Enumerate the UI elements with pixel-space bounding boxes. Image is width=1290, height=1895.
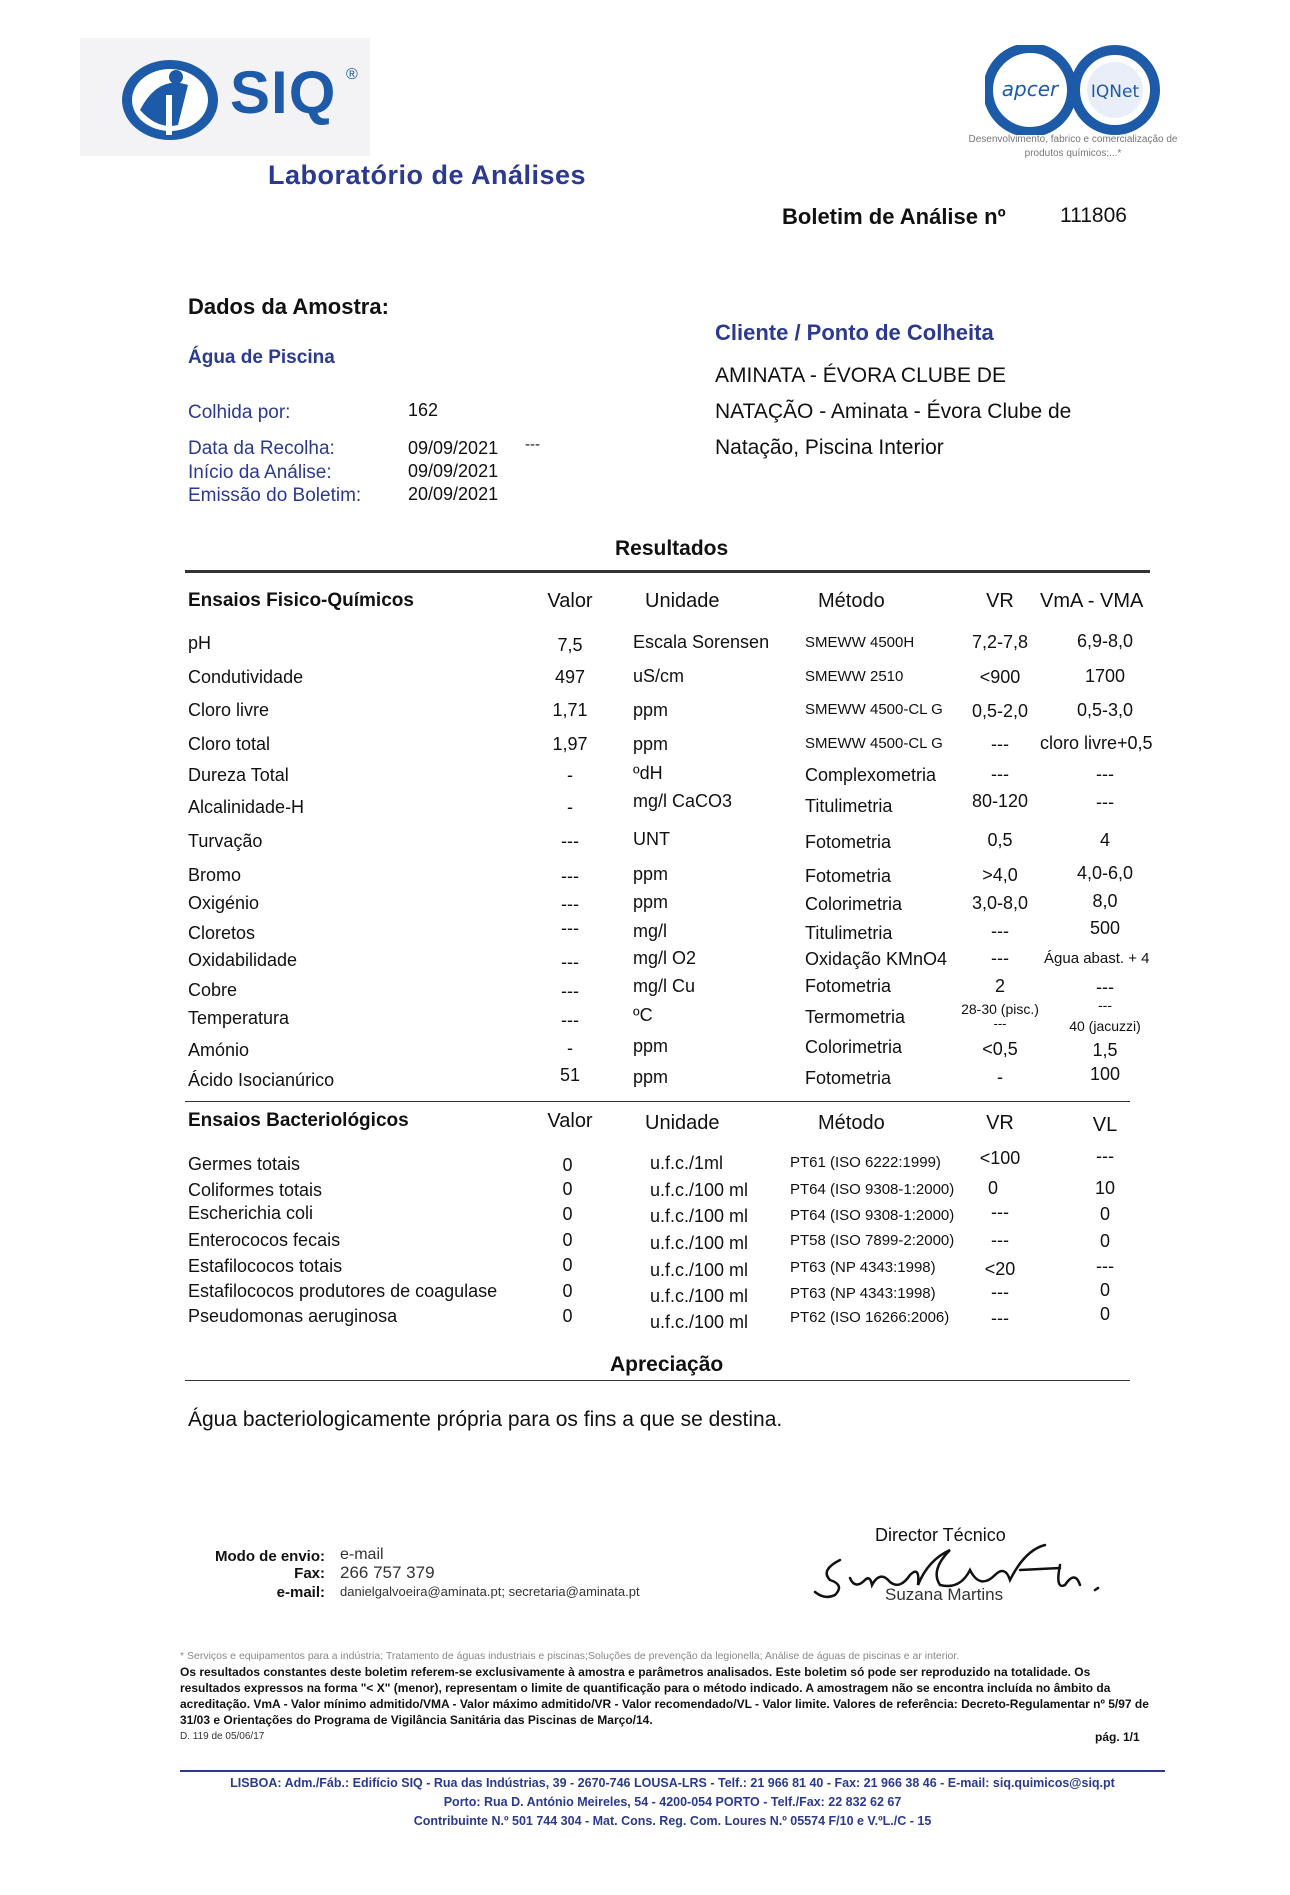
logo-text: SIQ	[230, 59, 337, 126]
fisico-header-valor: Valor	[547, 590, 593, 612]
table-cell-unidade: ppm	[633, 892, 669, 912]
send-mode-label: Modo de envio:	[215, 1548, 325, 1565]
table-cell-metodo: PT62 (ISO 16266:2006)	[790, 1309, 950, 1326]
table-cell-valor: 0	[562, 1281, 573, 1301]
fax-label: Fax:	[294, 1565, 325, 1582]
table-cell-name: Ácido Isocianúrico	[188, 1070, 335, 1090]
table-cell-vma: cloro livre+0,5	[1040, 733, 1153, 753]
table-cell-unidade: ppm	[633, 1067, 669, 1087]
table-cell-valor: 51	[559, 1065, 581, 1085]
table-cell-valor: 0	[562, 1230, 573, 1250]
table-cell-vma: 8,0	[1092, 891, 1118, 911]
address-lisboa: LISBOA: Adm./Fáb.: Edifício SIQ - Rua das Indústrias, 39 - 2670-746 LOUSA-LRS - Telf.: 21 966 81 40 - Fax: 21 966 38 46 - E-mail: siq.quimicos@siq.pt	[230, 1776, 1115, 1790]
table-cell-vr: -	[997, 1067, 1003, 1087]
table-cell-name: Cobre	[188, 980, 238, 1000]
colhida-label: Colhida por:	[188, 402, 291, 423]
notes-block	[180, 1648, 1150, 1728]
table-cell-vr: ---	[991, 764, 1009, 784]
table-cell-vr: <20	[984, 1259, 1016, 1279]
svg-text:apcer: apcer	[1001, 77, 1059, 101]
table-cell-valor: ---	[561, 894, 579, 914]
table-cell-unidade: ºC	[633, 1005, 653, 1025]
table-cell-metodo: PT64 (ISO 9308-1:2000)	[790, 1181, 955, 1198]
table-cell-valor: -	[567, 1038, 573, 1058]
table-cell-valor: ---	[561, 981, 579, 1001]
table-cell-vl: 10	[1094, 1178, 1116, 1198]
table-cell-unidade: u.f.c./100 ml	[650, 1260, 749, 1280]
table-cell-vr: 2	[994, 976, 1005, 996]
inicio-analise-value: 09/09/2021	[408, 461, 499, 481]
table-cell-vr: 28-30 (pisc.)	[961, 1001, 1039, 1017]
table-cell-unidade: u.f.c./100 ml	[650, 1180, 749, 1200]
table-cell-name: Dureza Total	[188, 765, 289, 785]
table-cell-name: Escherichia coli	[188, 1203, 314, 1223]
table-cell-metodo: Oxidação KMnO4	[805, 949, 948, 969]
address-porto: Porto: Rua D. António Meireles, 54 - 4200-054 PORTO - Telf./Fax: 22 832 62 67	[443, 1795, 902, 1809]
table-cell-valor: ---	[561, 918, 579, 938]
table-cell-name: Cloro total	[188, 734, 271, 754]
siq-logo-icon	[118, 55, 223, 145]
table-cell-unidade: ppm	[633, 734, 669, 754]
table-cell-name: Turvação	[188, 831, 263, 851]
certification-caption: Desenvolvimento, fabrico e comercialização de produtos químicos;...*	[968, 134, 1178, 159]
table-cell-name: Estafilococos totais	[188, 1256, 343, 1276]
table-cell-name: Amónio	[188, 1040, 250, 1060]
appreciation-title: Apreciação	[610, 1353, 724, 1376]
client-heading: Cliente / Ponto de Colheita	[715, 320, 994, 345]
table-cell-vma: 6,9-8,0	[1076, 631, 1134, 651]
table-cell-vma: ---	[1096, 977, 1114, 997]
results-rule	[185, 570, 1150, 573]
fisico-header-unidade: Unidade	[645, 590, 720, 612]
table-cell-unidade: mg/l O2	[633, 948, 697, 968]
table-cell-unidade: ºdH	[633, 763, 663, 783]
table-cell-valor: 0	[562, 1179, 573, 1199]
table-cell-vma: ---	[1096, 792, 1114, 812]
table-cell-valor: 0	[562, 1204, 573, 1224]
table-cell-name: Cloro livre	[188, 700, 270, 720]
table-cell-vr: 0	[988, 1178, 999, 1198]
table-cell-metodo: PT64 (ISO 9308-1:2000)	[790, 1207, 955, 1224]
boletim-number: 111806	[1060, 204, 1127, 227]
table-cell-metodo: Titulimetria	[805, 923, 893, 943]
emissao-value: 20/09/2021	[408, 484, 499, 504]
table-cell-name: Pseudomonas aeruginosa	[188, 1306, 398, 1326]
table-cell-valor: 0	[562, 1255, 573, 1275]
table-cell-vma: 100	[1089, 1064, 1121, 1084]
client-line: NATAÇÃO - Aminata - Évora Clube de	[715, 400, 1072, 423]
table-cell-valor: -	[567, 797, 573, 817]
table-cell-vma: Água abast. + 4	[1044, 950, 1150, 967]
table-cell-vma: 0,5-3,0	[1076, 700, 1134, 720]
emissao-label: Emissão do Boletim:	[188, 485, 362, 506]
table-cell-unidade: mg/l Cu	[633, 976, 696, 996]
table-cell-vr: <900	[979, 667, 1021, 687]
table-cell-vma: 4,0-6,0	[1076, 863, 1134, 883]
table-cell-metodo: Fotometria	[805, 976, 892, 996]
table-cell-vr: <100	[979, 1148, 1021, 1168]
table-cell-vma: 40 (jacuzzi)	[1069, 1018, 1141, 1034]
table-cell-vr: >4,0	[982, 865, 1018, 885]
table-cell-name: pH	[188, 633, 212, 653]
table-cell-vma: 500	[1089, 918, 1121, 938]
table-cell-unidade: u.f.c./1ml	[650, 1153, 724, 1173]
table-cell-metodo: Termometria	[805, 1007, 906, 1027]
table-cell-metodo: Fotometria	[805, 832, 892, 852]
table-cell-name: Cloretos	[188, 923, 256, 943]
appreciation-text: Água bacteriologicamente própria para os fins a que se destina.	[188, 1408, 783, 1431]
logo-registered: ®	[346, 66, 358, 83]
disclaimer-text: Os resultados constantes deste boletim referem-se exclusivamente à amostra e parâmetros analisados. Este boletim só pode ser reproduzido na totalidade. Os resultados expressos na forma "< X" (menor), representam o limite de quantificação para o método indicado. A amostragem não se encontra incluída no âmbito da acreditação. VmA - Valor mínimo admitido/VMA - Valor máximo admitido/VR - Valor recomendado/VL - Valor limite. Valores de referência: Decreto-Regulamentar nº 5/97 de 31/03 e Orientações do Programa de Vigilância Sanitária das Piscinas de Março/14.	[180, 1665, 1149, 1727]
table-cell-unidade: mg/l	[633, 921, 668, 941]
table-cell-metodo: Fotometria	[805, 866, 892, 886]
table-cell-unidade: u.f.c./100 ml	[650, 1206, 749, 1226]
table-cell-unidade: u.f.c./100 ml	[650, 1233, 749, 1253]
table-cell-name: Oxigénio	[188, 893, 260, 913]
results-title: Resultados	[615, 537, 729, 560]
table-cell-metodo: PT63 (NP 4343:1998)	[790, 1259, 936, 1276]
svg-text:IQNet: IQNet	[1090, 82, 1140, 102]
table-cell-unidade: ppm	[633, 1036, 669, 1056]
data-recolha-extra: ---	[525, 436, 540, 453]
table-cell-valor: -	[567, 765, 573, 785]
bacterio-header-vl: VL	[1092, 1114, 1118, 1136]
bacterio-header-name: Ensaios Bacteriológicos	[188, 1110, 409, 1131]
table-cell-valor: ---	[561, 952, 579, 972]
table-cell-metodo: SMEWW 4500-CL G	[805, 701, 943, 718]
table-cell-name: Alcalinidade-H	[188, 797, 305, 817]
table-cell-metodo: SMEWW 4500-CL G	[805, 735, 943, 752]
table-cell-name: Bromo	[188, 865, 242, 885]
table-cell-vr: ---	[991, 948, 1009, 968]
table-cell-name: Temperatura	[188, 1008, 290, 1028]
table-cell-valor: 7,5	[557, 635, 583, 655]
inicio-analise-label: Início da Análise:	[188, 462, 332, 483]
table-cell-metodo: SMEWW 2510	[805, 668, 904, 685]
table-cell-vr: <0,5	[982, 1039, 1018, 1059]
boletim-label: Boletim de Análise nº	[782, 204, 1006, 229]
fisico-header-vr: VR	[986, 590, 1014, 612]
table-cell-vma: ---	[1098, 997, 1112, 1013]
table-cell-valor: ---	[561, 831, 579, 851]
table-cell-unidade: uS/cm	[633, 666, 685, 686]
table-cell-name: Condutividade	[188, 667, 304, 687]
table-cell-name: Estafilococos produtores de coagulase	[188, 1281, 498, 1301]
table-cell-metodo: PT63 (NP 4343:1998)	[790, 1285, 936, 1302]
table-cell-name: Coliformes totais	[188, 1180, 323, 1200]
table-cell-vr: ---	[991, 1282, 1009, 1302]
table-cell-vr: ---	[991, 734, 1009, 754]
client-line: AMINATA - ÉVORA CLUBE DE	[715, 364, 1006, 387]
table-cell-vl: 0	[1099, 1280, 1110, 1300]
table-cell-vr: ---	[991, 1230, 1009, 1250]
table-cell-vr: ---	[991, 1308, 1009, 1328]
table-cell-vr: 0,5-2,0	[971, 701, 1029, 721]
table-cell-valor: 497	[554, 667, 586, 687]
table-cell-vr: 7,2-7,8	[971, 632, 1029, 652]
bacterio-header-vr: VR	[986, 1112, 1014, 1134]
table-cell-vr: ---	[991, 921, 1009, 941]
data-recolha-label: Data da Recolha:	[188, 438, 335, 459]
table-cell-valor: 1,97	[552, 734, 588, 754]
table-cell-metodo: SMEWW 4500H	[805, 634, 915, 651]
lab-title: Laboratório de Análises	[268, 160, 587, 190]
table-cell-metodo: Colorimetria	[805, 894, 903, 914]
table-cell-valor: 1,71	[552, 700, 588, 720]
table-cell-vl: ---	[1096, 1256, 1114, 1276]
email-label: e-mail:	[276, 1584, 325, 1601]
table-cell-unidade: Escala Sorensen	[633, 632, 770, 652]
table-cell-name: Oxidabilidade	[188, 950, 298, 970]
footer-rule	[180, 1770, 1165, 1772]
bacterio-header-valor: Valor	[547, 1110, 593, 1132]
table-cell-vr: 0,5	[987, 830, 1013, 850]
data-recolha-value: 09/09/2021	[408, 438, 499, 458]
sample-data-heading: Dados da Amostra:	[188, 294, 389, 319]
table-cell-vr: ---	[993, 1016, 1007, 1031]
table-cell-metodo: Fotometria	[805, 1068, 892, 1088]
certification-seal-icon	[985, 45, 1165, 135]
table-cell-metodo: Complexometria	[805, 765, 937, 785]
table-cell-vma: 1700	[1084, 666, 1126, 686]
table-cell-vl: 0	[1099, 1231, 1110, 1251]
page-number: pág. 1/1	[1095, 1730, 1140, 1744]
bacterio-header-unidade: Unidade	[645, 1112, 720, 1134]
table-cell-vr: 80-120	[971, 791, 1029, 811]
table-cell-metodo: PT58 (ISO 7899-2:2000)	[790, 1232, 955, 1249]
table-cell-vr: ---	[991, 1202, 1009, 1222]
director-name: Suzana Martins	[885, 1585, 1004, 1604]
table-cell-vma: 4	[1099, 830, 1110, 850]
fisico-header-vma: VmA - VMA	[1040, 590, 1144, 612]
table-cell-valor: ---	[561, 866, 579, 886]
table-cell-vma: 1,5	[1092, 1040, 1118, 1060]
table-cell-name: Germes totais	[188, 1154, 301, 1174]
fisico-header-metodo: Método	[818, 590, 885, 612]
table-cell-unidade: ppm	[633, 700, 669, 720]
fisico-header-name: Ensaios Fisico-Químicos	[188, 590, 414, 611]
colhida-value: 162	[408, 400, 439, 420]
table-cell-unidade: ppm	[633, 864, 669, 884]
fax-value: 266 757 379	[340, 1563, 435, 1582]
sample-type: Água de Piscina	[188, 347, 335, 368]
table-cell-metodo: PT61 (ISO 6222:1999)	[790, 1154, 941, 1171]
table-cell-vl: ---	[1096, 1146, 1114, 1166]
client-line: Natação, Piscina Interior	[715, 436, 944, 459]
email-value[interactable]: danielgalvoeira@aminata.pt; secretaria@aminata.pt	[340, 1584, 640, 1599]
table-cell-unidade: u.f.c./100 ml	[650, 1286, 749, 1306]
table-cell-unidade: mg/l CaCO3	[633, 791, 733, 811]
table-cell-vma: ---	[1096, 764, 1114, 784]
registration-info: Contribuinte N.º 501 744 304 - Mat. Cons. Reg. Com. Loures N.º 05574 F/10 e V.ºL./C - 15	[413, 1814, 932, 1828]
table-cell-unidade: UNT	[633, 829, 670, 849]
table-cell-valor: ---	[561, 1010, 579, 1030]
send-mode-value: e-mail	[340, 1546, 384, 1563]
document-code: D. 119 de 05/06/17	[180, 1731, 265, 1742]
table-cell-vr: 3,0-8,0	[971, 893, 1029, 913]
table-cell-valor: 0	[562, 1155, 573, 1175]
director-title: Director Técnico	[875, 1525, 1006, 1545]
table-cell-name: Enterococos fecais	[188, 1230, 341, 1250]
table-cell-metodo: Colorimetria	[805, 1037, 903, 1057]
table-divider	[185, 1101, 1130, 1102]
table-cell-vl: 0	[1099, 1304, 1110, 1324]
table-cell-unidade: u.f.c./100 ml	[650, 1312, 749, 1332]
appreciation-rule	[185, 1380, 1130, 1381]
table-cell-metodo: Titulimetria	[805, 796, 893, 816]
services-note: * Serviços e equipamentos para a indústria; Tratamento de águas industriais e piscinas;Soluções de prevenção da legionella; Análise de águas de piscinas e ar interior.	[180, 1650, 960, 1662]
bacterio-header-metodo: Método	[818, 1112, 885, 1134]
table-cell-vl: 0	[1099, 1204, 1110, 1224]
table-cell-valor: 0	[562, 1306, 573, 1326]
